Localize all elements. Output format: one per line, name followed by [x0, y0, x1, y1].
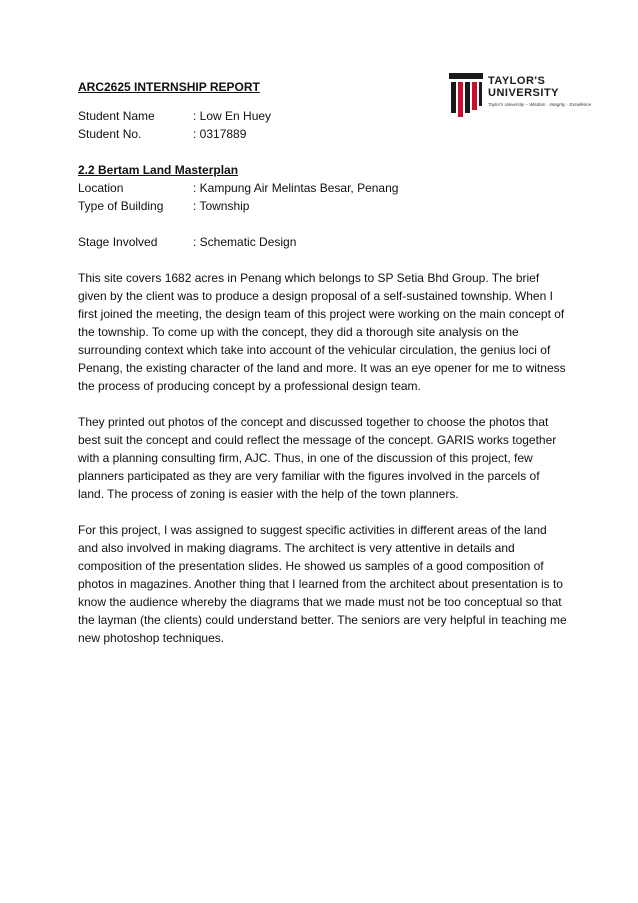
student-name-label: Student Name: [78, 109, 155, 123]
building-type-value: : Township: [193, 199, 250, 213]
student-no-label: Student No.: [78, 127, 142, 141]
report-title: ARC2625 INTERNSHIP REPORT: [78, 80, 260, 94]
logo-brand-line2: UNIVERSITY: [488, 87, 560, 99]
location-row: [78, 179, 568, 197]
student-name-value: : Low En Huey: [193, 109, 272, 123]
student-no-value: : 0317889: [193, 127, 247, 141]
building-type-row: [78, 197, 568, 215]
stage-value: : Schematic Design: [193, 235, 297, 249]
document-content: [78, 78, 592, 647]
paragraph-assignment: For this project, I was assigned to suggest specific activities in different areas of the land and also involved in making diagrams. The architect is very attentive in details and composition of the presentation slides. He showed us samples of a good composition of photos in magazines. Another thing that I learned from the architect about presentation is to know the audience whereby the diagrams that we made must not be too conceptual so that the layman (the clients) could understand better. The seniors are very helpful in teaching me new photoshop techniques.: [78, 523, 567, 645]
student-name-row: [78, 107, 568, 125]
stage-row: [78, 233, 568, 251]
building-type-label: Type of Building: [78, 199, 164, 213]
logo-brand-line1: TAYLOR'S: [488, 75, 546, 87]
paragraph-site-overview: This site covers 1682 acres in Penang which belongs to SP Setia Bhd Group. The brief given by the client was to produce a design proposal of a self-sustained township. When I first joined the meeting, the design team of this project were working on the main concept of the township. To come up with the concept, they did a thorough site analysis on the surrounding context which take into account of the vehicular circulation, the genius loci of Penang, the existing character of the land and more. It was an eye opener for me to witness the process of producing concept by a professional design team.: [78, 271, 566, 393]
location-label: Location: [78, 181, 124, 195]
student-no-row: [78, 125, 568, 143]
logo-tagline: Taylor's University – Wisdom · Integrity · Excellence: [488, 102, 592, 107]
location-value: : Kampung Air Melintas Besar, Penang: [193, 181, 399, 195]
paragraph-photo-discussion: They printed out photos of the concept and discussed together to choose the photos that best suit the concept and could reflect the message of the concept. GARIS works together with a planning consulting firm, AJC. Thus, in one of the discussion of this project, few planners participated as they are very familiar with the figures involved in the parcels of land. The process of zoning is easier with the help of the town planners.: [78, 415, 557, 501]
stage-label: Stage Involved: [78, 235, 158, 249]
section-title: 2.2 Bertam Land Masterplan: [78, 163, 239, 177]
